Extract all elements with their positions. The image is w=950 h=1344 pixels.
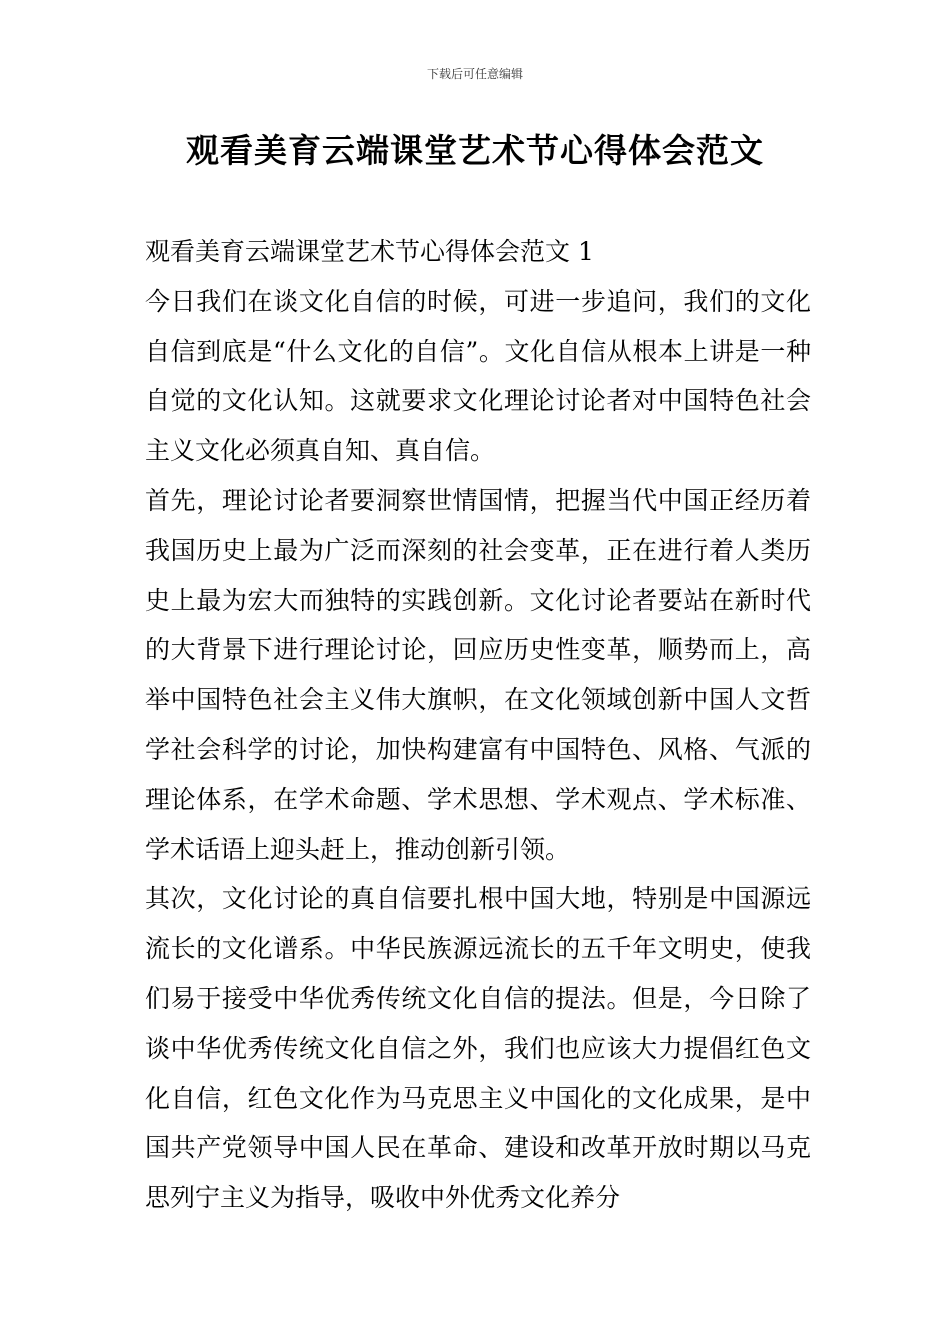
document-body: [145, 227, 811, 1223]
paragraph-2: 首先，理论讨论者要洞察世情国情，把握当代中国正经历着我国历史上最为广泛而深刻的社会变革，正在进行着人类历史上最为宏大而独特的实践创新。文化讨论者要站在新时代的大背景下进行理论讨论，回应历史性变革，顺势而上，高举中国特色社会主义伟大旗帜，在文化领域创新中国人文哲学社会科学的讨论，加快构建富有中国特色、风格、气派的理论体系，在学术命题、学术思想、学术观点、学术标准、学术话语上迎头赶上，推动创新引领。: [145, 485, 811, 864]
header-note: 下载后可任意编辑: [426, 67, 523, 81]
paragraph-1: 今日我们在谈文化自信的时候，可进一步追问，我们的文化自信到底是“什么文化的自信”。文化自信从根本上讲是一种自觉的文化认知。这就要求文化理论讨论者对中国特色社会主义文化必须真自知、真自信。: [145, 286, 811, 466]
section-heading: 观看美育云端课堂艺术节心得体会范文 1: [145, 237, 594, 266]
paragraph-3: 其次，文化讨论的真自信要扎根中国大地，特别是中国源远流长的文化谱系。中华民族源远流长的五千年文明史，使我们易于接受中华优秀传统文化自信的提法。但是，今日除了谈中华优秀传统文化自信之外，我们也应该大力提倡红色文化自信，红色文化作为马克思主义中国化的文化成果，是中国共产党领导中国人民在革命、建设和改革开放时期以马克思列宁主义为指导，吸收中外优秀文化养分: [145, 884, 811, 1213]
document-title: 观看美育云端课堂艺术节心得体会范文: [186, 131, 764, 170]
